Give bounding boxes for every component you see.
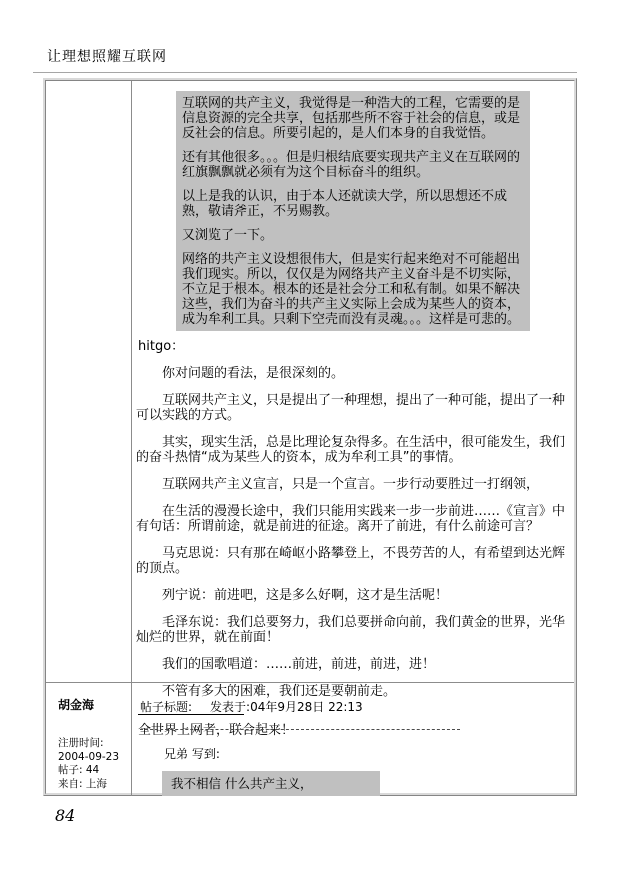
quoted-post-block — [176, 91, 530, 331]
reply-paragraph: 列宁说：前进吧，这是多么好啊，这才是生活呢！ — [162, 588, 449, 603]
reply-paragraph: 马克思说：只有那在崎岖小路攀登上，不畏劳苦的人，有希望到达光辉的顶点。 — [136, 546, 566, 576]
author-name: 胡金海 — [58, 698, 95, 712]
reply-paragraph: 其实，现实生活，总是比理论复杂得多。在生活中，很可能发生，我们的奋斗热情“成为某些人的资本，成为牟利工具”的事情。 — [136, 435, 566, 465]
running-header: 让理想照耀互联网 — [47, 49, 167, 65]
author-meta — [58, 737, 127, 791]
quoted-paragraph: 网络的共产主义设想很伟大，但是实行起来绝对不可能超出我们现实。所以，仅仅是为网络共产主义奋斗是不切实际，不立足于根本。根本的还是社会分工和私有制。如果不解决这些，我们为奋斗的共产主义实际上会成为某些人的资本，成为牟利工具。只剩下空壳而没有灵魂。。。这样是可悲的。 — [182, 252, 521, 327]
quoted-paragraph: 还有其他很多。。。但是归根结底要实现共产主义在互联网的红旗飘飘就必须有为这个目标奋斗的组织。 — [182, 150, 521, 180]
reply-paragraph: 互联网共产主义宣言，只是一个宣言。一步行动要胜过一打纲领， — [162, 477, 540, 492]
posted-timestamp: 发表于:04年9月28日 22:13 — [210, 700, 363, 714]
quoted-paragraph: 互联网的共产主义，我觉得是一种浩大的工程，它需要的是信息资源的完全共享，包括那些所不容于社会的信息，或是反社会的信息。所要引起的，是人们本身的自我觉悟。 — [182, 96, 521, 141]
reply-paragraph: 不管有多大的困难，我们还是要朝前走。 — [162, 684, 397, 699]
dashed-divider — [140, 729, 460, 730]
quoted-paragraph: 以上是我的认识，由于本人还就读大学，所以思想还不成熟，敬请斧正，不另赐教。 — [182, 189, 508, 219]
author-location: 来自: 上海 — [58, 777, 107, 790]
quote-intro: 兄弟 写到: — [164, 747, 220, 761]
reply-paragraph: 互联网共产主义，只是提出了一种理想，提出了一种可能，提出了一种可以实践的方式。 — [136, 393, 566, 423]
header-rule — [33, 72, 577, 73]
reply-author-name: hitgo： — [138, 339, 185, 354]
post-title-label: 帖子标题: — [140, 700, 193, 714]
reply-paragraph: 在生活的漫漫长途中，我们只能用实践来一步一步前进……《宣言》中有句话：所谓前途，就是前进的征途。离开了前进，有什么前途可言？ — [136, 504, 566, 534]
small-quote-block: 我不相信 什么共产主义， — [162, 771, 380, 796]
registered-date: 2004-09-23 — [58, 750, 120, 763]
quoted-paragraph: 又浏览了一下。 — [182, 228, 274, 243]
reply-paragraph: 你对问题的看法，是很深刻的。 — [162, 366, 345, 381]
forum-post-table — [43, 78, 577, 796]
page-number: 84 — [55, 806, 76, 825]
post-title-cell — [132, 682, 574, 796]
post-title-line — [140, 698, 566, 715]
registered-label: 注册时间: — [58, 737, 104, 749]
post-count: 帖子: 44 — [58, 764, 100, 776]
author-info-cell — [46, 682, 132, 796]
signature-text: 全世界上网者，联合起来！ — [138, 723, 295, 738]
empty-author-cell — [46, 81, 132, 682]
reply-paragraph: 毛泽东说：我们总要努力，我们总要拼命向前，我们黄金的世界，光华灿烂的世界，就在前面！ — [136, 615, 566, 645]
reply-paragraph: 我们的国歌唱道：……前进，前进，前进，进！ — [162, 657, 436, 672]
